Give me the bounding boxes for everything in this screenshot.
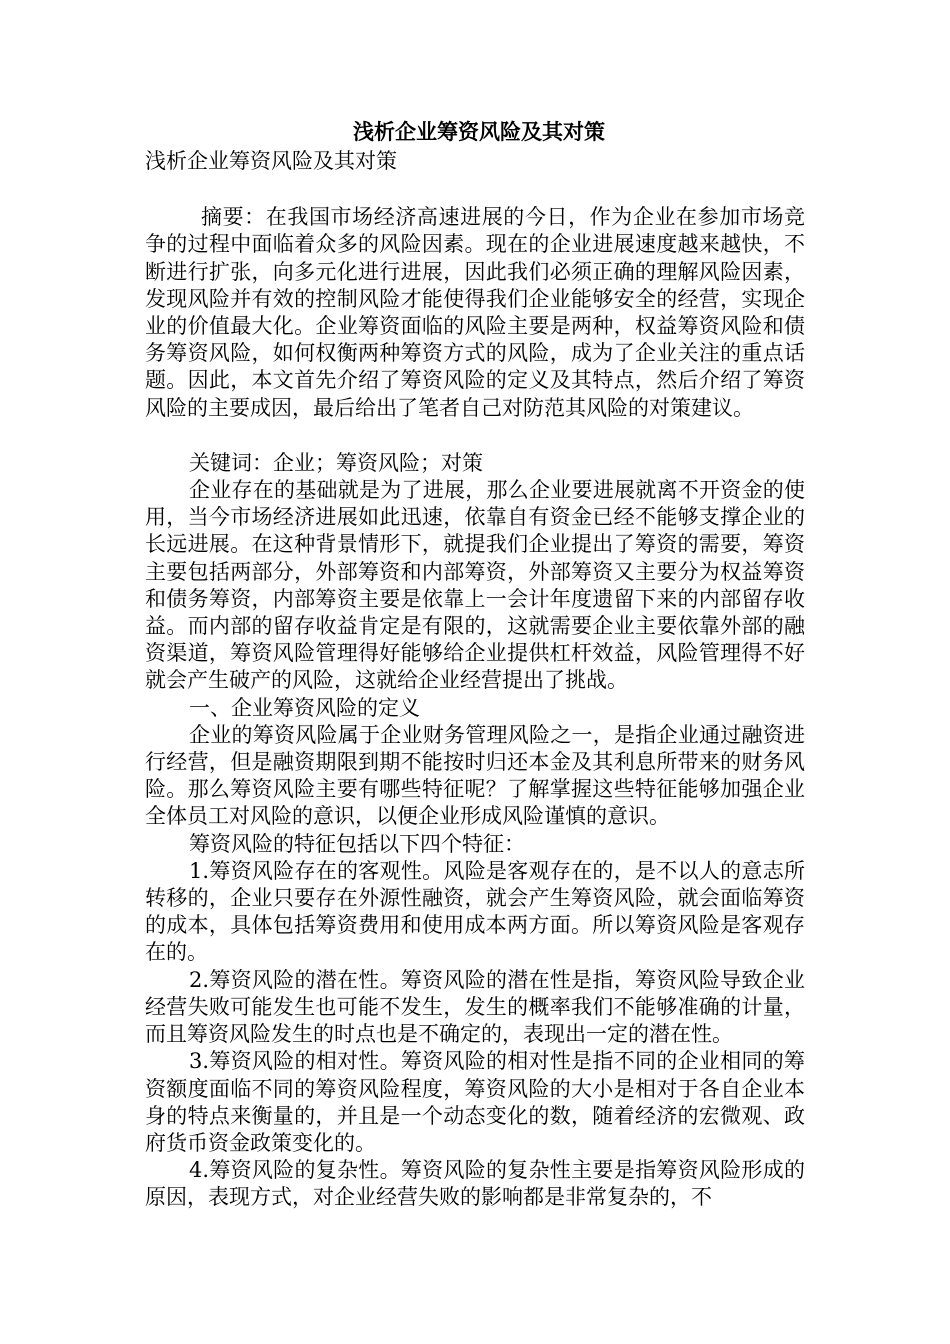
document-title: 浅析企业筹资风险及其对策 (353, 119, 605, 144)
document-page (145, 118, 805, 1212)
definition-paragraph: 企业的筹资风险属于企业财务管理风险之一，是指企业通过融资进行经营，但是融资期限到期不能按时归还本金及其利息所带来的财务风险。那么筹资风险主要有哪些特征呢？了解掌握这些特征能够加强企业全体员工对风险的意识，以便企业形成风险谨慎的意识。 (145, 722, 805, 829)
features-intro: 筹资风险的特征包括以下四个特征： (189, 831, 525, 856)
abstract-paragraph: 摘要：在我国市场经济高速进展的今日，作为企业在参加市场竞争的过程中面临着众多的风险因素。现在的企业进展速度越来越快，不断进行扩张，向多元化进行进展，因此我们必须正确的理解风险因素，发现风险并有效的控制风险才能使得我们企业能够安全的经营，实现企业的价值最大化。企业筹资面临的风险主要是两种，权益筹资风险和债务筹资风险，如何权衡两种筹资方式的风险，成为了企业关注的重点话题。因此，本文首先介绍了筹资风险的定义及其特点，然后介绍了筹资风险的主要成因，最后给出了笔者自己对防范其风险的对策建议。 (145, 205, 805, 420)
feature-complexity: 4.筹资风险的复杂性。筹资风险的复杂性主要是指筹资风险形成的原因，表现方式，对企业经营失败的影响都是非常复杂的，不 (145, 1158, 805, 1210)
feature-objectivity: 1.筹资风险存在的客观性。风险是客观存在的，是不以人的意志所转移的，企业只要存在外源性融资，就会产生筹资风险，就会面临筹资的成本，具体包括筹资费用和使用成本两方面。所以筹资风险是客观存在的。 (145, 858, 805, 965)
feature-relativity: 3.筹资风险的相对性。筹资风险的相对性是指不同的企业相同的筹资额度面临不同的筹资风险程度，筹资风险的大小是相对于各自企业本身的特点来衡量的，并且是一个动态变化的数，随着经济的宏微观、政府货币资金政策变化的。 (145, 1049, 805, 1155)
keywords-line: 关键词：企业；筹资风险；对策 (189, 450, 483, 475)
document-subtitle: 浅析企业筹资风险及其对策 (145, 149, 397, 173)
intro-paragraph: 企业存在的基础就是为了进展，那么企业要进展就离不开资金的使用，当今市场经济进展如此迅速，依靠自有资金已经不能够支撑企业的长远进展。在这种背景情形下，就提我们企业提出了筹资的需要，筹资主要包括两部分，外部筹资和内部筹资，外部筹资又主要分为权益筹资和债务筹资，内部筹资主要是依靠上一会计年度遗留下来的内部留存收益。而内部的留存收益肯定是有限的，这就需要企业主要依靠外部的融资渠道，筹资风险管理得好能够给企业提供杠杆效益，风险管理得不好就会产生破产的风险，这就给企业经营提出了挑战。 (145, 478, 805, 693)
feature-latency: 2.筹资风险的潜在性。筹资风险的潜在性是指，筹资风险导致企业经营失败可能发生也可能不发生，发生的概率我们不能够准确的计量，而且筹资风险发生的时点也是不确定的，表现出一定的潜在性。 (145, 967, 805, 1047)
section-heading-definition: 一、企业筹资风险的定义 (189, 695, 420, 720)
